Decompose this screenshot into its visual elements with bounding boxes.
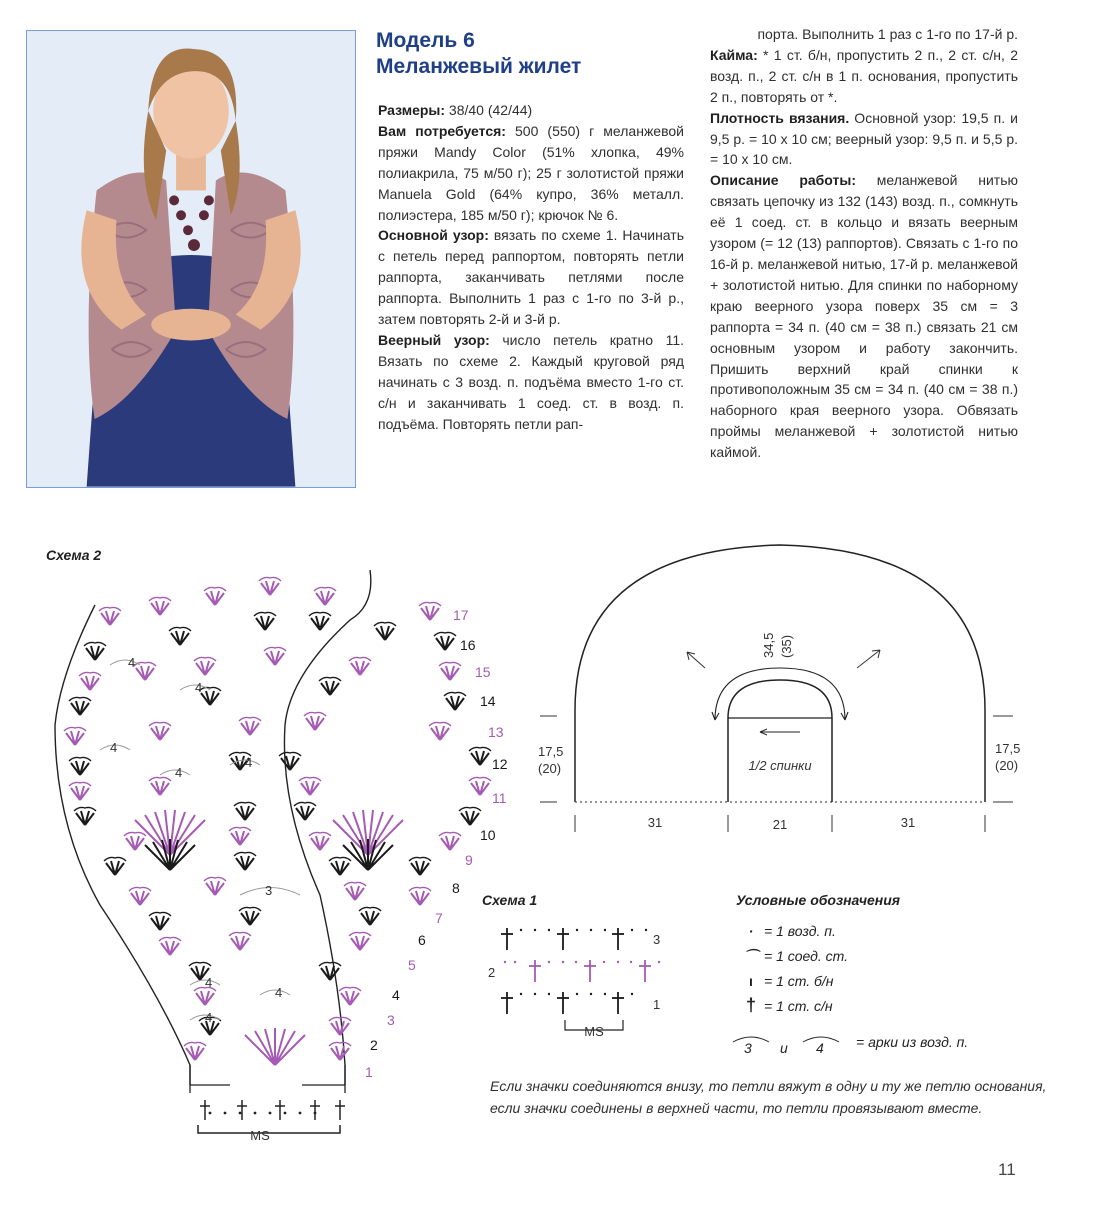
side-dim-right: 17,5 [995, 741, 1021, 756]
materials-label: Вам потребуется: [378, 122, 506, 139]
row-2: 2 [370, 1037, 378, 1053]
model-photo-icon [27, 31, 355, 487]
scheme2-inner-3: 3 [265, 883, 273, 898]
title-name: Меланжевый жилет [376, 55, 582, 78]
bottom-dim-right: 31 [900, 815, 916, 830]
scheme1-diagram [485, 920, 685, 1045]
arc3-label: 3 [744, 1040, 752, 1056]
instructions-middle [378, 100, 684, 435]
border-label: Кайма: [710, 46, 758, 63]
scheme2-inner-4c: 4 [110, 740, 118, 755]
arc-text: = арки из возд. п. [856, 1034, 969, 1050]
scheme2-ms: MS [250, 1128, 270, 1143]
slip-stitch-icon: ⌒ [744, 947, 758, 964]
row-1: 1 [365, 1064, 373, 1080]
main-pattern-text: вязать по схеме 1. Начинать с петель перед раппортом, повторять петли раппорта, заканчивать петлями после раппорта. Выполнить 1 раз с 1-го по 3-й р., затем повторять 2-й и 3-й р. [378, 227, 684, 328]
sizes-value: 38/40 (42/44) [445, 102, 533, 118]
legend-sc: = 1 ст. б/н [764, 972, 834, 989]
row-17: 17 [453, 607, 469, 623]
row-5: 5 [408, 957, 416, 973]
main-pattern-label: Основной узор: [378, 227, 489, 244]
arc-and: и [780, 1040, 788, 1056]
bottom-dim-left: 31 [647, 815, 663, 830]
fan-pattern-label: Веерный узор: [378, 331, 490, 348]
row-15: 15 [475, 664, 491, 680]
density-label: Плотность вязания. [710, 109, 850, 126]
scheme2-inner-4b: 4 [195, 680, 203, 695]
arc4-label: 4 [816, 1040, 824, 1056]
scheme1-row2: 2 [488, 965, 496, 980]
scheme2-diagram [40, 565, 508, 1145]
chain-icon: · [748, 922, 754, 939]
scheme2-inner-4g: 4 [275, 985, 283, 1000]
legend-item [738, 968, 1058, 993]
schematic-center-label: 1/2 спинки [748, 758, 812, 773]
double-crochet-icon: † [745, 995, 756, 1015]
continuation-text: порта. Выполнить 1 раз с 1-го по 17-й р. [757, 26, 1018, 42]
legend-chain: = 1 возд. п. [764, 922, 836, 939]
scheme2-caption: Схема 2 [46, 547, 102, 563]
density-text: Основной узор: 19,5 п. и 9,5 р. = 10 х 10 см; веерный узор: 9,5 п. и 5,5 р. = 10 х 10 см. [710, 109, 1018, 168]
page-number: 11 [998, 1160, 1016, 1179]
legend-item [738, 993, 1058, 1018]
schematic-top-dim: 34,5 [761, 632, 776, 658]
side-dim-right-alt: (20) [995, 758, 1019, 773]
row-12: 12 [492, 756, 508, 772]
legend-slip: = 1 соед. ст. [764, 947, 849, 964]
side-dim-left: 17,5 [538, 744, 564, 759]
fan-pattern-text: число петель кратно 11. Вязать по схеме 2. Каждый круговой ряд начинать с 3 возд. п. подъёма вместо 1-го ст. с/н и заканчивать 1 соед. ст. в возд. п. подъёма. Повторять петли рап- [378, 331, 685, 432]
row-14: 14 [480, 693, 496, 709]
work-text: меланжевой нитью связать цепочку из 132 (143) возд. п., сомкнуть её 1 соед. ст. в кольцо и вязать веерным узором (= 12 (13) раппортов). Связать с 1-го по 16-й р. меланжевой нитью, 17-й р. меланжевой + золотистой нитью. Для спинки по наборному краю веерного узора поверх 35 см = 3 раппорта = 34 п. (40 см = 38 п.) связать 21 см основным узором и работу закончить. Пришить верхний край спинки к противоположным 35 см = 34 п. (40 см = 38 п.) наборного края веерного узора. Обвязать проймы меланжевой + золотистой нитью каймой. [710, 172, 1018, 461]
scheme2-inner-4e: 4 [175, 765, 183, 780]
row-11: 11 [492, 790, 507, 806]
materials-text: 500 (550) г меланжевой пряжи Mandy Color (51% хлопка, 49% полиакрила, 75 м/50 г); 25 г золотистой пряжи Manuela Gold (64% купро, 36% металл. полиэстера, 185 м/50 г); крючок № 6. [378, 122, 684, 223]
schematic-top-dim-alt: (35) [779, 634, 794, 658]
scheme1-row3: 3 [653, 932, 661, 947]
row-16: 16 [460, 637, 476, 653]
sizes-label: Размеры: [378, 102, 446, 118]
scheme2-inner-4h: 4 [205, 1010, 213, 1025]
border-text: * 1 ст. б/н, пропустить 2 п., 2 ст. с/н, 2 возд. п., 2 ст. с/н в 1 п. основания, пропустить 2 п., повторять от *. [710, 46, 1018, 105]
legend-title: Условные обозначения [736, 892, 901, 908]
model-photo [26, 30, 356, 488]
page-title [376, 28, 696, 80]
scheme2-inner-4a: 4 [128, 655, 136, 670]
bottom-dim-mid: 21 [772, 817, 788, 832]
side-dim-left-alt: (20) [538, 761, 562, 776]
single-crochet-icon: ı [749, 972, 753, 989]
legend-item [738, 918, 1058, 943]
row-3: 3 [387, 1012, 395, 1028]
scheme2-inner-4f: 4 [205, 975, 213, 990]
legend-arcs [728, 1030, 1028, 1058]
scheme1-caption: Схема 1 [482, 892, 538, 908]
row-13: 13 [488, 724, 504, 740]
row-4: 4 [392, 987, 400, 1003]
scheme1-row1: 1 [653, 997, 661, 1012]
legend-item [738, 943, 1058, 968]
scheme2-inner-4d: 4 [245, 755, 253, 770]
row-6: 6 [418, 932, 426, 948]
row-7: 7 [435, 910, 443, 926]
back-schematic [535, 540, 1035, 840]
row-10: 10 [480, 827, 496, 843]
legend-dc: = 1 ст. с/н [764, 997, 833, 1014]
instructions-right [710, 24, 1018, 463]
scheme1-ms: MS [584, 1024, 604, 1039]
work-label: Описание работы: [710, 172, 856, 189]
footnote: Если значки соединяются внизу, то петли вяжут в одну и ту же петлю основания, если значки соединены в верхней части, то петли провязывают вместе. [490, 1078, 1047, 1116]
row-9: 9 [465, 852, 473, 868]
legend-list [738, 918, 1058, 1018]
row-8: 8 [452, 880, 460, 896]
title-model: Модель 6 [376, 29, 475, 52]
